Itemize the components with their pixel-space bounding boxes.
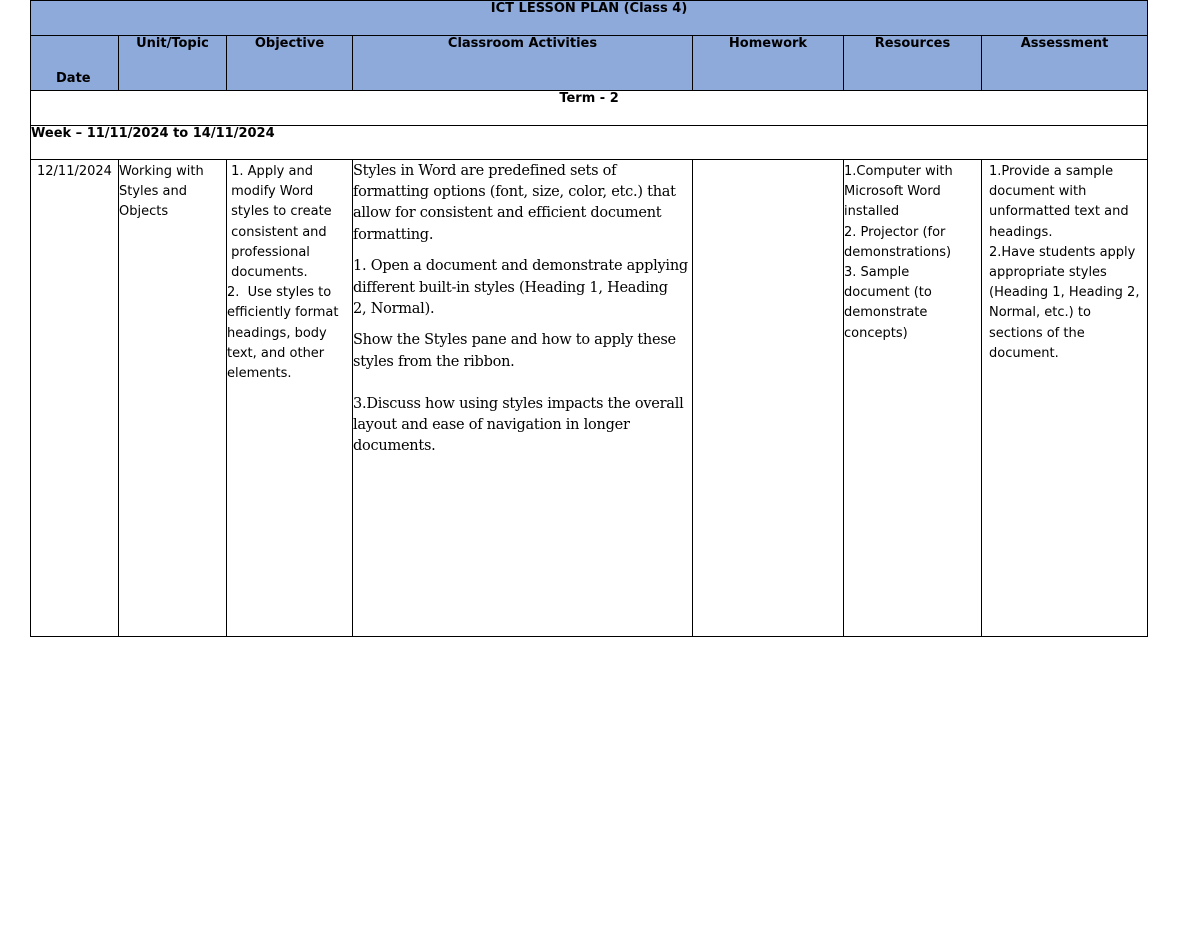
assessment-line: sections of the xyxy=(989,325,1085,341)
objective-line: headings, body xyxy=(227,325,327,341)
term-row xyxy=(31,91,1148,126)
objective-line: documents. xyxy=(227,265,308,281)
classroom-activities-text xyxy=(353,160,692,457)
header-row xyxy=(31,36,1148,91)
resources-line: 3. Sample xyxy=(844,265,910,281)
header-resources: Resources xyxy=(844,36,982,91)
activities-paragraph xyxy=(353,394,692,458)
lesson-row xyxy=(31,160,1148,637)
lesson-plan-title: ICT LESSON PLAN (Class 4) xyxy=(31,1,1148,36)
activities-line: 2, Normal). xyxy=(353,300,435,317)
week-label: Week – 11/11/2024 to 14/11/2024 xyxy=(31,126,1148,160)
assessment-line: headings. xyxy=(989,224,1053,240)
classroom-activities-cell xyxy=(353,160,693,637)
unit-line: Working with xyxy=(119,164,204,179)
resources-line: demonstrate xyxy=(844,305,928,321)
assessment-line: (Heading 1, Heading 2, xyxy=(989,285,1140,301)
objective-line: 1. Apply and xyxy=(227,164,313,179)
unit-topic-text xyxy=(119,160,226,223)
title-row xyxy=(31,1,1148,36)
header-objective: Objective xyxy=(227,36,353,91)
activities-paragraph xyxy=(353,161,692,246)
resources-text xyxy=(844,160,981,344)
activities-line: formatting options (font, size, color, etc.) that xyxy=(353,184,676,201)
assessment-line: document. xyxy=(989,345,1059,361)
activities-line: Show the Styles pane and how to apply these xyxy=(353,332,676,349)
activities-line: layout and ease of navigation in longer xyxy=(353,417,630,434)
activities-paragraph xyxy=(353,256,692,320)
resources-cell xyxy=(844,160,982,637)
activities-line: 3.Discuss how using styles impacts the overall xyxy=(353,395,684,412)
unit-line: Styles and xyxy=(119,184,188,200)
activities-line: formatting. xyxy=(353,226,434,243)
objective-line: 2. Use styles to xyxy=(227,285,332,301)
objective-text xyxy=(227,160,352,384)
activities-line: allow for consistent and efficient document xyxy=(353,205,662,222)
assessment-line: document with xyxy=(989,184,1087,200)
week-row xyxy=(31,126,1148,160)
header-classroom-activities: Classroom Activities xyxy=(353,36,693,91)
activities-line: styles from the ribbon. xyxy=(353,353,515,370)
objective-line: elements. xyxy=(227,366,292,382)
assessment-cell xyxy=(982,160,1148,637)
objective-line: styles to create xyxy=(227,204,332,220)
assessment-line: Normal, etc.) to xyxy=(989,305,1091,321)
resources-line: concepts) xyxy=(844,325,908,341)
resources-line: document (to xyxy=(844,285,932,301)
activities-paragraph xyxy=(353,330,692,372)
objective-line: efficiently format xyxy=(227,305,339,321)
assessment-line: 2.Have students apply xyxy=(989,244,1136,260)
activities-line: 1. Open a document and demonstrate applying xyxy=(353,258,688,275)
resources-line: 2. Projector (for xyxy=(844,224,946,240)
objective-cell xyxy=(227,160,353,637)
resources-line: Microsoft Word xyxy=(844,184,941,200)
homework-text xyxy=(693,160,843,162)
assessment-line: appropriate styles xyxy=(989,265,1107,281)
activities-line: documents. xyxy=(353,438,436,455)
term-label: Term - 2 xyxy=(31,91,1148,126)
assessment-line: 1.Provide a sample xyxy=(989,164,1114,179)
header-homework: Homework xyxy=(693,36,844,91)
resources-line: demonstrations) xyxy=(844,244,952,260)
resources-line: 1.Computer with xyxy=(844,164,953,179)
resources-line: installed xyxy=(844,204,900,220)
header-unit-topic: Unit/Topic xyxy=(119,36,227,91)
activities-line: Styles in Word are predefined sets of xyxy=(353,163,617,179)
unit-line: Objects xyxy=(119,204,169,220)
unit-topic-cell xyxy=(119,160,227,637)
objective-line: modify Word xyxy=(227,184,314,200)
assessment-line: unformatted text and xyxy=(989,204,1129,220)
header-date: Date xyxy=(31,36,119,91)
lesson-plan-table xyxy=(30,0,1148,637)
activities-line: different built-in styles (Heading 1, Heading xyxy=(353,279,668,296)
date-value: 12/11/2024 xyxy=(37,164,112,179)
objective-line: text, and other xyxy=(227,345,325,361)
assessment-text xyxy=(982,160,1147,364)
objective-line: consistent and xyxy=(227,224,327,240)
homework-cell xyxy=(693,160,844,637)
objective-line: professional xyxy=(227,244,310,260)
date-cell xyxy=(31,160,119,637)
header-assessment: Assessment xyxy=(982,36,1148,91)
